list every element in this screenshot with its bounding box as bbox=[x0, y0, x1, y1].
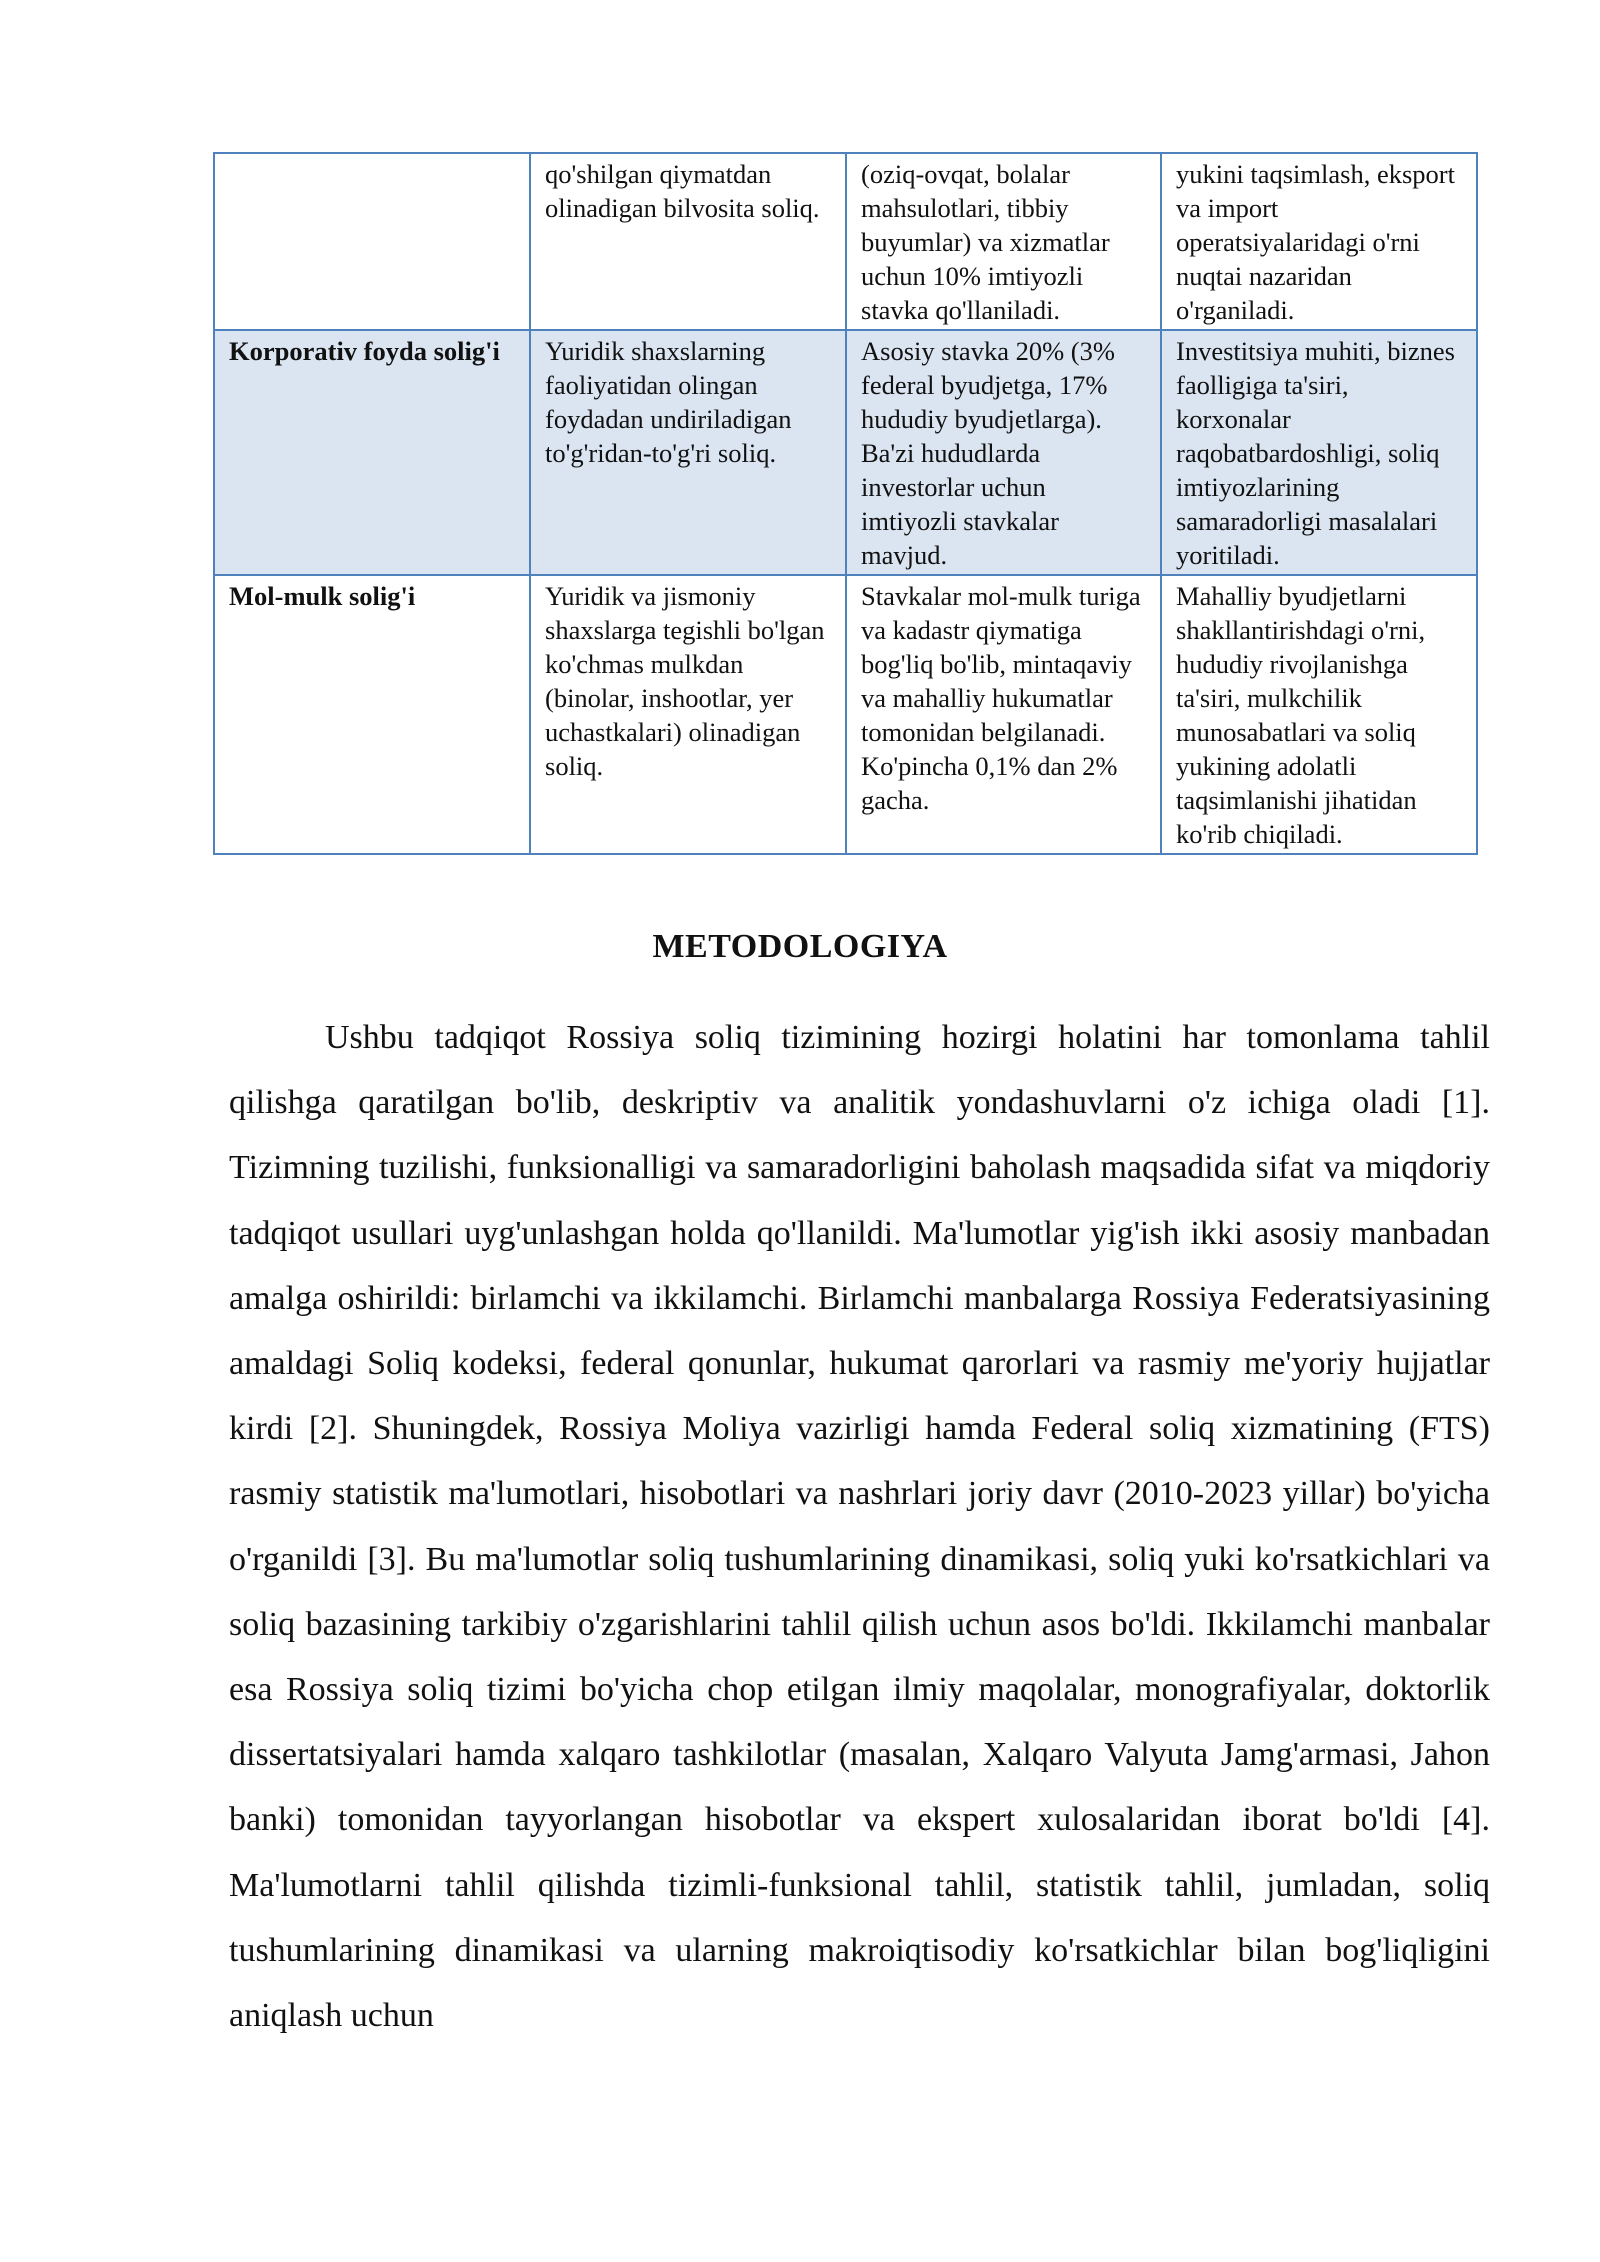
table-row bbox=[214, 330, 1477, 575]
tax-description-cell: Yuridik va jismoniy shaxslarga tegishli bo'lgan ko'chmas mulkdan (binolar, inshootlar, yer uchastkalari) olinadigan soliq. bbox=[530, 575, 846, 854]
tax-name-cell bbox=[214, 153, 530, 330]
tax-rates-cell: Asosiy stavka 20% (3% federal byudjetga, 17% hududiy byudjetlarga). Ba'zi hududlarda investorlar uchun imtiyozli stavkalar mavjud. bbox=[846, 330, 1161, 575]
tax-rates-cell: Stavkalar mol-mulk turiga va kadastr qiymatiga bog'liq bo'lib, mintaqaviy va mahalliy hukumatlar tomonidan belgilanadi. Ko'pincha 0,1% dan 2% gacha. bbox=[846, 575, 1161, 854]
tax-description-cell: qo'shilgan qiymatdan olinadigan bilvosita soliq. bbox=[530, 153, 846, 330]
table-row bbox=[214, 575, 1477, 854]
tax-role-cell: Mahalliy byudjetlarni shakllantirishdagi o'rni, hududiy rivojlanishga ta'siri, mulkchilik munosabatlari va soliq yukining adolatli taqsimlanishi jihatidan ko'rib chiqiladi. bbox=[1161, 575, 1477, 854]
tax-rates-cell: (oziq-ovqat, bolalar mahsulotlari, tibbiy buyumlar) va xizmatlar uchun 10% imtiyozli stavka qo'llaniladi. bbox=[846, 153, 1161, 330]
tax-role-cell: Investitsiya muhiti, biznes faolligiga ta'siri, korxonalar raqobatbardoshligi, soliq imtiyozlarining samaradorligi masalalari yoritiladi. bbox=[1161, 330, 1477, 575]
tax-comparison-table bbox=[213, 152, 1478, 855]
tax-name-cell: Korporativ foyda solig'i bbox=[214, 330, 530, 575]
tax-role-cell: yukini taqsimlash, eksport va import operatsiyalaridagi o'rni nuqtai nazaridan o'rganiladi. bbox=[1161, 153, 1477, 330]
table-row bbox=[214, 153, 1477, 330]
tax-name-cell: Mol-mulk solig'i bbox=[214, 575, 530, 854]
section-heading: METODOLOGIYA bbox=[652, 928, 948, 965]
methodology-paragraph: Ushbu tadqiqot Rossiya soliq tizimining hozirgi holatini har tomonlama tahlil qilishga qaratilgan bo'lib, deskriptiv va analitik yondashuvlarni o'z ichiga oladi [1]. Tizimning tuzilishi, funksionalligi va samaradorligini baholash maqsadida sifat va miqdoriy tadqiqot usullari uyg'unlashgan holda qo'llanildi. Ma'lumotlar yig'ish ikki asosiy manbadan amalga oshirildi: birlamchi va ikkilamchi. Birlamchi manbalarga Rossiya Federatsiyasining amaldagi Soliq kodeksi, federal qonunlar, hukumat qarorlari va rasmiy me'yoriy hujjatlar kirdi [2]. Shuningdek, Rossiya Moliya vazirligi hamda Federal soliq xizmatining (FTS) rasmiy statistik ma'lumotlari, hisobotlari va nashrlari joriy davr (2010-2023 yillar) bo'yicha o'rganildi [3]. Bu ma'lumotlar soliq tushumlarining dinamikasi, soliq yuki ko'rsatkichlari va soliq bazasining tarkibiy o'zgarishlarini tahlil qilish uchun asos bo'ldi. Ikkilamchi manbalar esa Rossiya soliq tizimi bo'yicha chop etilgan ilmiy maqolalar, monografiyalar, doktorlik dissertatsiyalari hamda xalqaro tashkilotlar (masalan, Xalqaro Valyuta Jamg'armasi, Jahon banki) tomonidan tayyorlangan hisobotlar va ekspert xulosalaridan iborat bo'ldi [4]. Ma'lumotlarni tahlil qilishda tizimli-funksional tahlil, statistik tahlil, jumladan, soliq tushumlarining dinamikasi va ularning makroiqtisodiy ko'rsatkichlar bilan bog'liqligini aniqlash uchun bbox=[229, 1019, 1490, 2035]
tax-description-cell: Yuridik shaxslarning faoliyatidan olingan foydadan undiriladigan to'g'ridan-to'g'ri soliq. bbox=[530, 330, 846, 575]
